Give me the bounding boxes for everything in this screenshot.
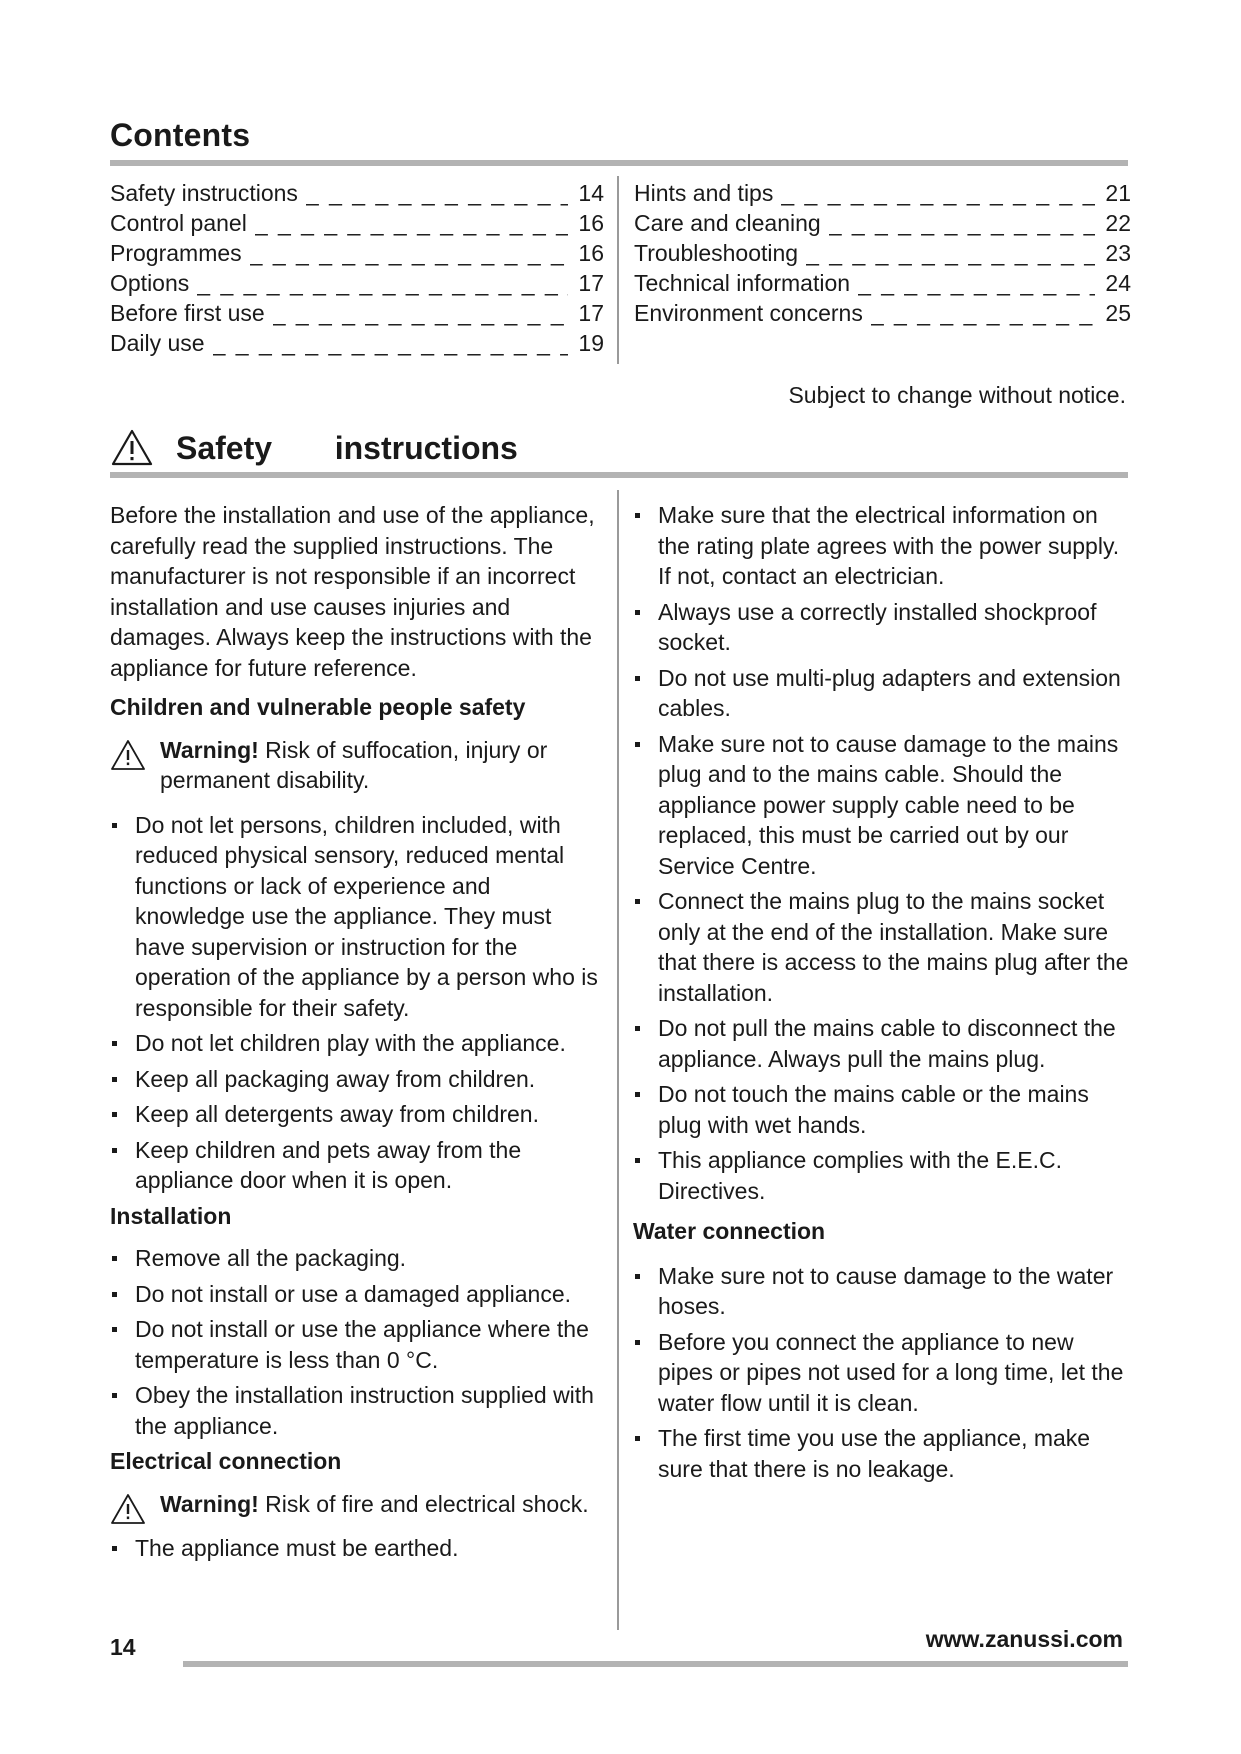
website-link[interactable]: www.zanussi.com bbox=[925, 1626, 1123, 1652]
toc-entry[interactable]: Daily use _ _ _ 19 bbox=[110, 330, 604, 360]
toc-entry[interactable]: Hints and tips _ _ _ 21 bbox=[634, 180, 1131, 210]
warning-triangle-icon bbox=[110, 739, 146, 772]
toc-entry[interactable]: Troubleshooting _ _ _ 23 bbox=[634, 240, 1131, 270]
warning-label: Warning! bbox=[160, 736, 259, 763]
list-item: Make sure not to cause damage to the water hoses. bbox=[633, 1261, 1131, 1322]
contents-rule bbox=[110, 160, 1128, 166]
electrical-warning bbox=[110, 1489, 604, 1520]
toc-entry[interactable]: Technical information _ _ _ 24 bbox=[634, 270, 1131, 300]
warning-triangle-icon bbox=[110, 1493, 146, 1526]
toc-entry[interactable]: Programmes _ _ _ 16 bbox=[110, 240, 604, 270]
toc-entry[interactable]: Before first use _ _ _ 17 bbox=[110, 300, 604, 330]
toc-entry[interactable]: Care and cleaning _ _ _ 22 bbox=[634, 210, 1131, 240]
installation-heading: Installation bbox=[110, 1202, 232, 1229]
safety-title: Safety instructions bbox=[176, 429, 518, 466]
warning-text: Risk of suffocation, injury or permanent disability. bbox=[160, 736, 548, 793]
list-item: This appliance complies with the E.E.C. Directives. bbox=[633, 1145, 1131, 1206]
children-list bbox=[110, 810, 604, 1196]
list-item: Do not let children play with the appliance. bbox=[110, 1028, 604, 1059]
electrical-list-left bbox=[110, 1533, 604, 1564]
toc-entry[interactable]: Environment concerns _ _ _ 25 bbox=[634, 300, 1131, 330]
list-item: Keep all detergents away from children. bbox=[110, 1099, 604, 1130]
safety-heading bbox=[110, 428, 518, 468]
list-item: Do not let persons, children included, with reduced physical sensory, reduced mental functions or lack of experience and knowledge use the appliance. They must have supervision or instruction for the operation of the appliance by a person who is responsible for their safety. bbox=[110, 810, 604, 1024]
list-item: Do not install or use the appliance where the temperature is less than 0 °C. bbox=[110, 1314, 604, 1375]
list-item: Before you connect the appliance to new pipes or pipes not used for a long time, let the water flow until it is clean. bbox=[633, 1327, 1131, 1419]
intro-paragraph: Before the installation and use of the appliance, carefully read the supplied instructions. The manufacturer is not responsible if an incorrect installation and use causes injuries and damages. Always keep the instructions with the appliance for future reference. bbox=[110, 502, 595, 681]
toc-entry[interactable]: Control panel _ _ _ 16 bbox=[110, 210, 604, 240]
list-item: Obey the installation instruction supplied with the appliance. bbox=[110, 1380, 604, 1441]
column-divider bbox=[617, 176, 619, 364]
page-number: 14 bbox=[110, 1634, 136, 1660]
children-heading: Children and vulnerable people safety bbox=[110, 694, 526, 720]
warning-text: Risk of fire and electrical shock. bbox=[258, 1490, 589, 1517]
list-item: The appliance must be earthed. bbox=[110, 1533, 604, 1564]
list-item: Keep all packaging away from children. bbox=[110, 1064, 604, 1095]
safety-rule bbox=[110, 472, 1128, 478]
change-notice: Subject to change without notice. bbox=[788, 382, 1126, 408]
list-item: Do not install or use a damaged appliance. bbox=[110, 1279, 604, 1310]
toc-right-column bbox=[634, 180, 1131, 330]
footer-rule bbox=[183, 1661, 1128, 1667]
warning-label: Warning! bbox=[160, 1490, 259, 1517]
list-item: Do not use multi-plug adapters and extension cables. bbox=[633, 663, 1131, 724]
toc-entry[interactable]: Options _ _ _ 17 bbox=[110, 270, 604, 300]
contents-heading: Contents bbox=[110, 117, 251, 153]
list-item: Make sure that the electrical information on the rating plate agrees with the power supply. If not, contact an electrician. bbox=[633, 500, 1131, 592]
list-item: Remove all the packaging. bbox=[110, 1243, 604, 1274]
warning-triangle-icon bbox=[110, 428, 154, 468]
column-divider bbox=[617, 490, 619, 1630]
list-item: Make sure not to cause damage to the mains plug and to the mains cable. Should the appliance power supply cable need to be replaced, this must be carried out by our Service Centre. bbox=[633, 729, 1131, 882]
safety-right-column bbox=[633, 500, 1131, 1489]
list-item: Always use a correctly installed shockproof socket. bbox=[633, 597, 1131, 658]
list-item: The first time you use the appliance, make sure that there is no leakage. bbox=[633, 1423, 1131, 1484]
toc-entry[interactable]: Safety instructions _ _ _ 14 bbox=[110, 180, 604, 210]
list-item: Do not touch the mains cable or the mains plug with wet hands. bbox=[633, 1079, 1131, 1140]
water-list bbox=[633, 1261, 1131, 1485]
toc-left-column bbox=[110, 180, 604, 360]
list-item: Keep children and pets away from the appliance door when it is open. bbox=[110, 1135, 604, 1196]
installation-list bbox=[110, 1243, 604, 1441]
list-item: Connect the mains plug to the mains socket only at the end of the installation. Make sure that there is access to the mains plug after the installation. bbox=[633, 886, 1131, 1008]
list-item: Do not pull the mains cable to disconnect the appliance. Always pull the mains plug. bbox=[633, 1013, 1131, 1074]
safety-left-column bbox=[110, 500, 604, 1569]
water-heading: Water connection bbox=[633, 1218, 826, 1244]
electrical-list-right bbox=[633, 500, 1131, 1206]
electrical-heading: Electrical connection bbox=[110, 1448, 342, 1474]
children-warning bbox=[110, 735, 604, 796]
